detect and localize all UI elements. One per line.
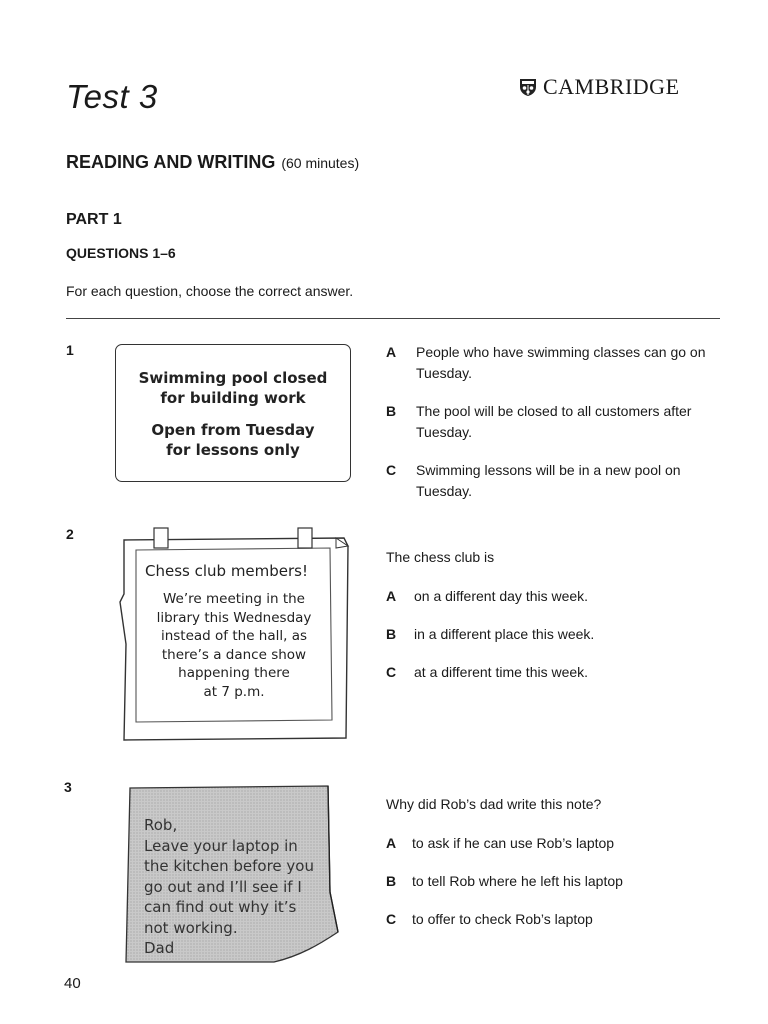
option-text: The pool will be closed to all customers after Tuesday. [416,403,692,440]
divider [66,318,720,319]
pool-sign [115,344,351,482]
option-text: on a different day this week. [414,588,589,604]
question-2-options [386,586,704,683]
note-line: Rob, [144,816,178,834]
option-c[interactable] [386,460,706,502]
option-a[interactable] [386,833,702,854]
note-line: Dad [144,939,175,957]
notice-heading: Chess club members! [145,562,309,580]
notice-body [136,590,332,701]
section-duration: (60 minutes) [281,155,360,171]
option-text: Swimming lessons will be in a new pool on Tuesday. [416,462,681,499]
notice-line: there’s a dance show [161,646,307,663]
section-title [66,152,359,173]
cambridge-shield-icon [518,77,538,97]
chess-notice [136,562,332,701]
note-line: go out and I’ll see if I [144,877,302,896]
note-line: Leave your laptop in [144,836,298,855]
note-line: can find out why it’s [144,898,297,916]
note-line: the kitchen before you [144,857,314,875]
notice-line: happening there [178,665,290,681]
part-label: PART 1 [66,211,122,228]
option-letter: B [386,403,397,419]
page-number: 40 [64,975,81,992]
instructions: For each question, choose the correct answer. [66,283,354,299]
option-letter: A [386,835,397,851]
sign-line: for building work [160,389,306,407]
option-text: to ask if he can use Rob’s laptop [412,835,615,851]
option-text: at a different time this week. [414,664,589,680]
question-3-stem: Why did Rob’s dad write this note? [386,796,602,812]
option-a[interactable] [386,586,704,607]
option-c[interactable] [386,909,702,930]
notice-line: instead of the hall, as [160,628,308,644]
question-1-options [386,342,706,502]
test-title: Test 3 [66,78,158,115]
note-from-dad [144,815,334,959]
sign-line: Swimming pool closed [138,369,328,387]
option-letter: C [386,462,397,478]
note-line: not working. [144,918,238,937]
question-2-stem: The chess club is [386,549,495,565]
sign-line: Open from Tuesday [151,421,315,439]
questions-label: QUESTIONS 1–6 [66,245,176,261]
question-number-3: 3 [64,779,72,795]
option-b[interactable] [386,401,706,443]
option-text: to offer to check Rob’s laptop [412,911,593,927]
notice-line: We’re meeting in the [163,591,305,607]
sign-line: for lessons only [166,441,300,459]
option-letter: B [386,626,397,642]
option-text: People who have swimming classes can go on Tuesday. [416,344,706,381]
option-b[interactable] [386,871,702,892]
option-a[interactable] [386,342,706,384]
option-letter: C [386,664,397,680]
option-text: in a different place this week. [414,626,595,642]
brand-name: CAMBRIDGE [543,74,680,99]
notice-line: library this Wednesday [156,609,312,626]
section-title-text: READING AND WRITING [66,152,276,172]
option-letter: A [386,588,397,604]
question-number-2: 2 [66,526,74,542]
option-c[interactable] [386,662,704,683]
option-letter: B [386,873,397,889]
option-b[interactable] [386,624,704,645]
option-text: to tell Rob where he left his laptop [412,873,623,889]
option-letter: C [386,911,397,927]
option-letter: A [386,344,397,360]
question-number-1: 1 [66,342,74,358]
brand-logo [518,74,680,100]
question-3-options [386,833,702,930]
notice-line: at 7 p.m. [203,683,265,700]
